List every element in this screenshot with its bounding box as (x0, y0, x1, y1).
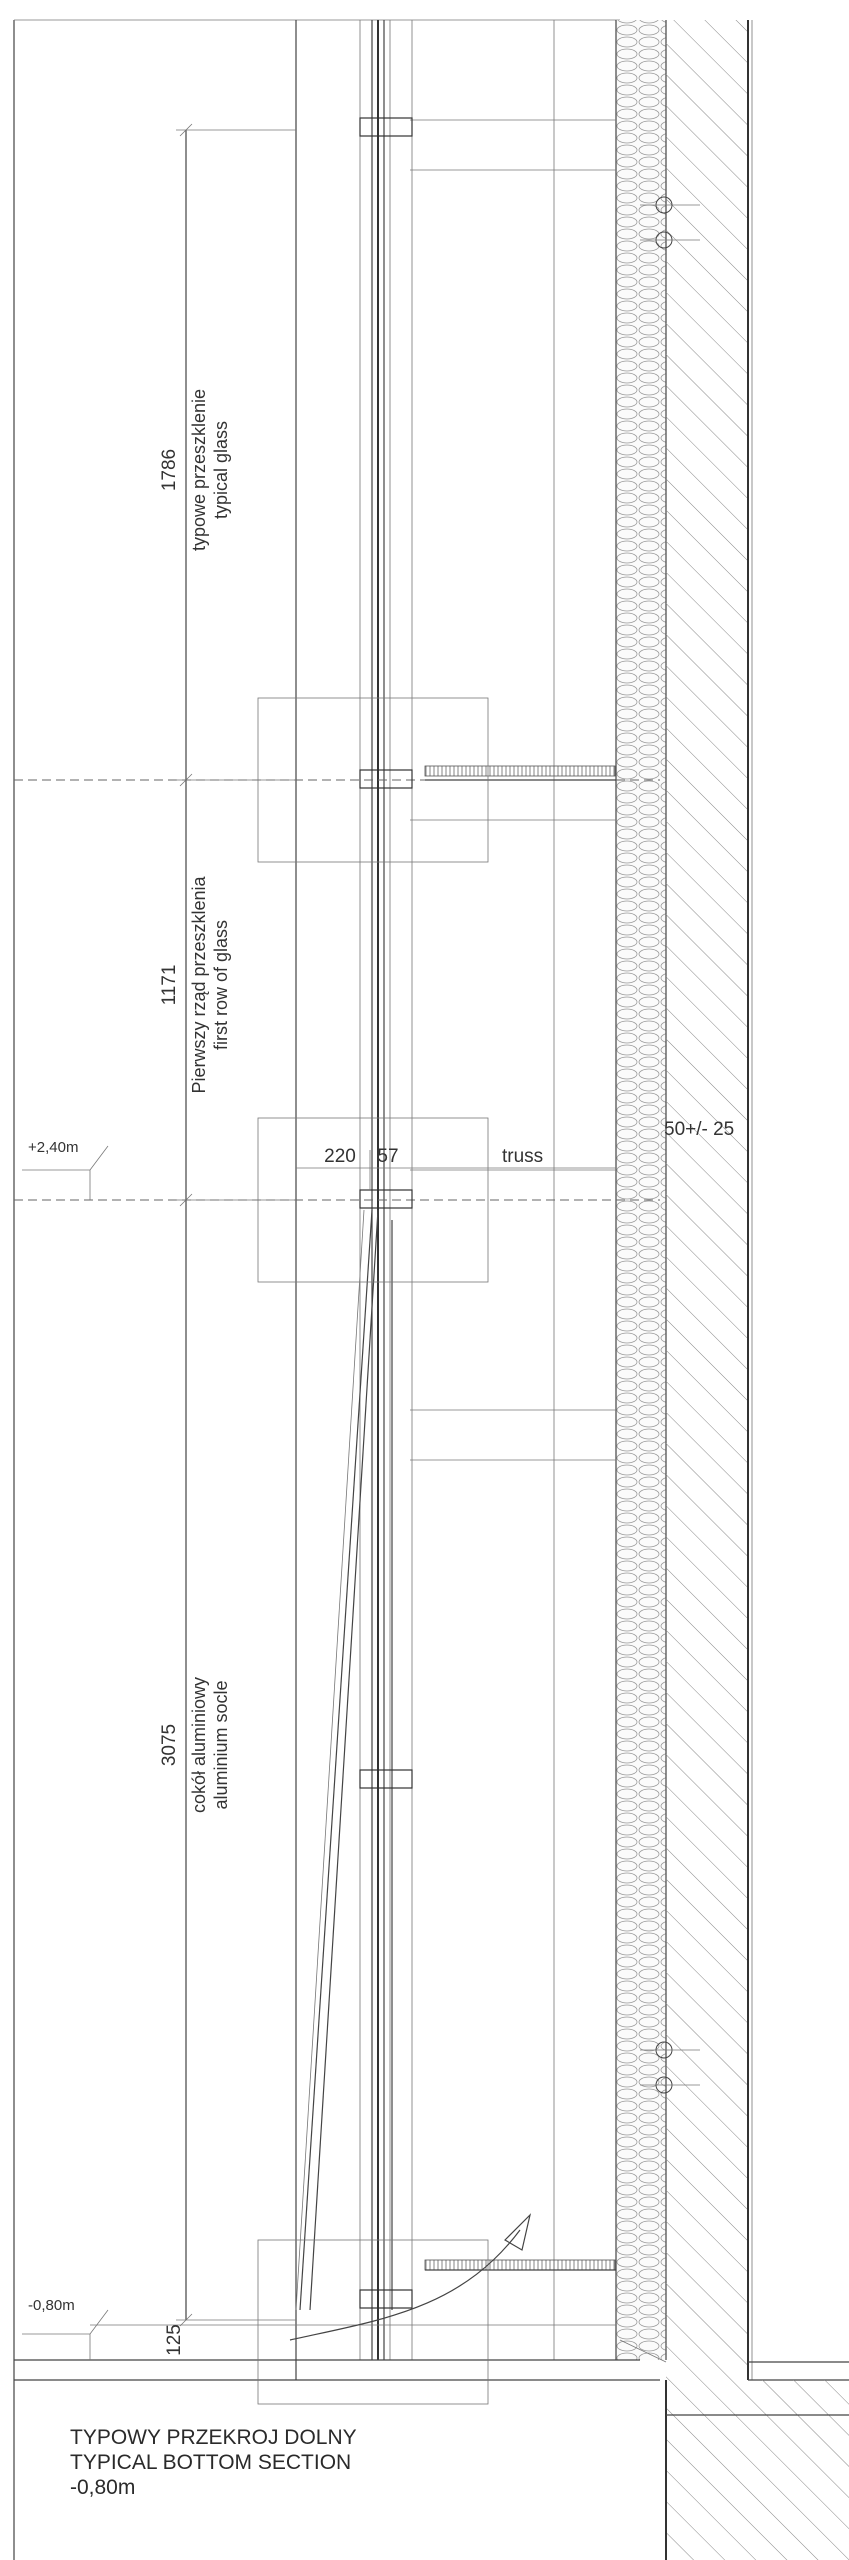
wall-section (616, 20, 849, 2560)
dimension-label-en: aluminium socle (211, 1680, 231, 1810)
detail-callouts (258, 698, 488, 2404)
dimension-value: 1786 (159, 448, 180, 492)
dimension-value: 125 (164, 2324, 185, 2356)
dimension-label-en: typical glass (211, 420, 231, 520)
dimension-label-pl: typowe przeszklenie (189, 388, 209, 552)
dimension-value: 1171 (159, 964, 180, 1006)
drainage-arrow (290, 2215, 530, 2340)
title-line-2: TYPICAL BOTTOM SECTION (70, 2451, 352, 2474)
bracket-upper (425, 766, 616, 780)
level-marker-upper (22, 1139, 108, 1200)
anchor-label (664, 1119, 734, 1140)
level-marker-lower (22, 2297, 108, 2360)
drawing-frame (14, 20, 660, 2560)
dimension-3075 (159, 1677, 231, 1813)
title-block (70, 2425, 357, 2500)
dimension-57: 57 (377, 1146, 399, 1167)
dimension-220: 220 (324, 1146, 356, 1167)
dimension-125 (164, 2324, 185, 2356)
glass-joints (360, 118, 412, 2308)
joint-lines (14, 120, 660, 2360)
level-text-upper: +2,40m (28, 1139, 79, 1156)
dimension-1786 (159, 389, 231, 551)
bracket-lower (425, 2260, 616, 2270)
title-line-1: TYPOWY PRZEKROJ DOLNY (70, 2426, 357, 2449)
title-line-3: -0,80m (70, 2476, 136, 2499)
detail-dimension (296, 1146, 412, 1190)
dimension-label-pl: Pierwszy rząd przeszklenia (189, 876, 209, 1094)
truss-text: truss (502, 1146, 544, 1167)
truss-label (412, 1146, 616, 1168)
anchor-text: 50+/- 25 (664, 1119, 735, 1140)
truss-rods (296, 1210, 378, 2310)
dimension-label-pl: cokół aluminiowy (189, 1676, 209, 1814)
dimension-value: 3075 (159, 1723, 180, 1767)
level-text-lower: -0,80m (28, 2297, 75, 2314)
dimension-label-en: first row of glass (211, 919, 231, 1051)
dimension-1171 (159, 875, 231, 1093)
